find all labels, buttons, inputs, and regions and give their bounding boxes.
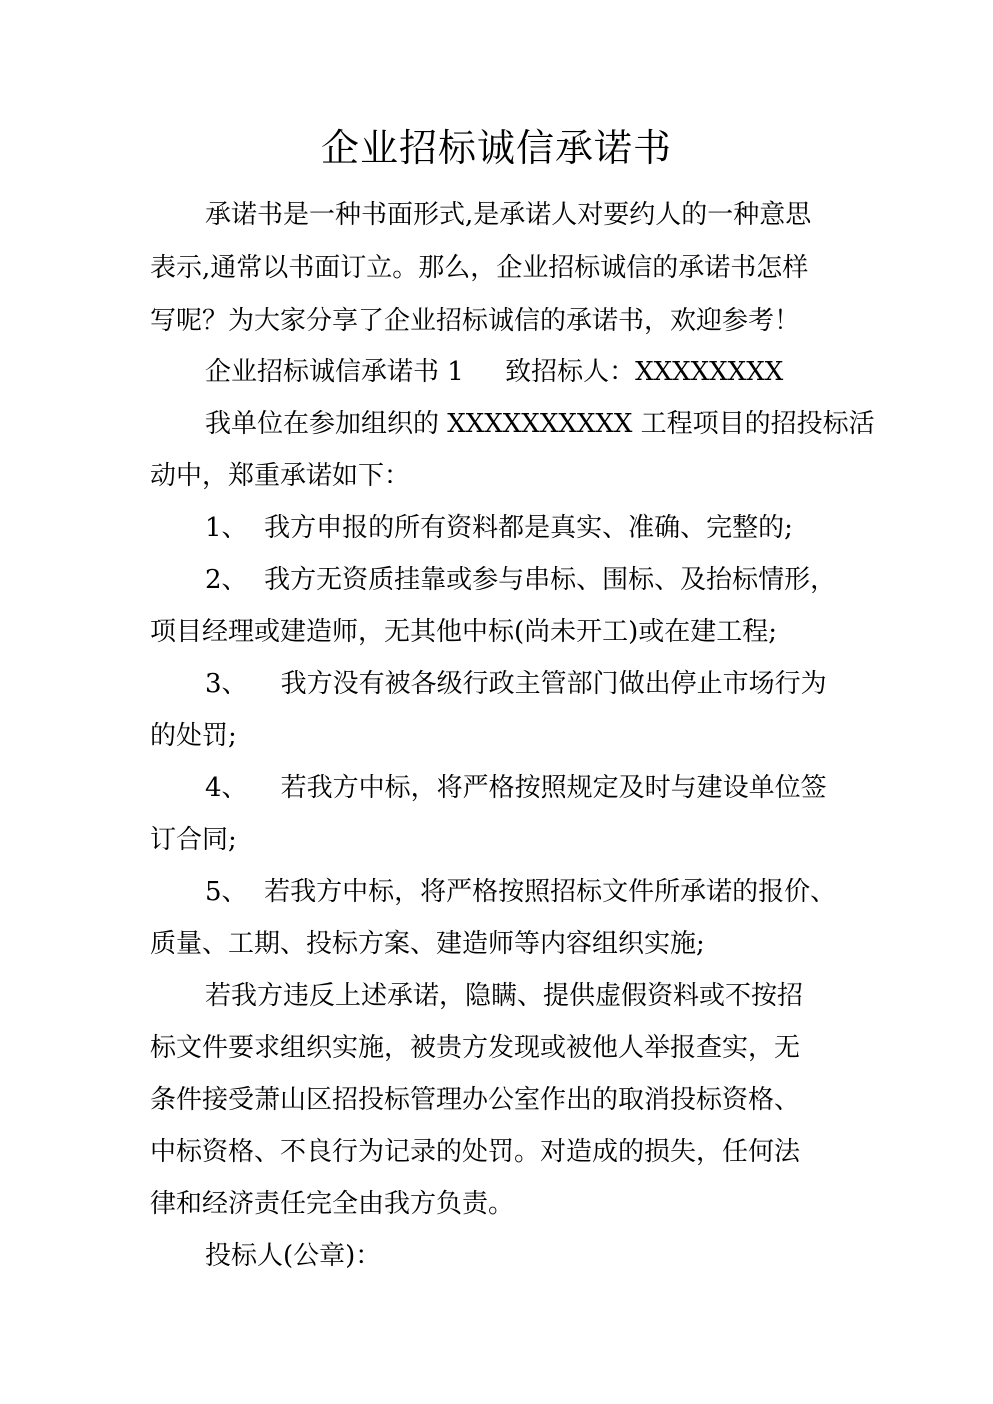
intro-line-2: 表示,通常以书面订立。那么，企业招标诚信的承诺书怎样 bbox=[150, 253, 809, 283]
item-4-line-2: 订合同; bbox=[150, 825, 237, 855]
item-3-line-1: 3、 我方没有被各级行政主管部门做出停止市场行为 bbox=[205, 669, 827, 699]
item-3-line-2: 的处罚; bbox=[150, 721, 237, 751]
body-para-2-line-3: 条件接受萧山区招投标管理办公室作出的取消投标资格、 bbox=[150, 1085, 801, 1115]
item-1-line-1: 1、 我方申报的所有资料都是真实、准确、完整的; bbox=[205, 513, 793, 543]
item-2-line-2: 项目经理或建造师，无其他中标(尚未开工)或在建工程; bbox=[150, 617, 778, 647]
item-5-line-1: 5、 若我方中标，将严格按照招标文件所承诺的报价、 bbox=[205, 877, 837, 907]
item-4-line-1: 4、 若我方中标，将严格按照规定及时与建设单位签 bbox=[205, 773, 827, 803]
intro-line-3: 写呢？为大家分享了企业招标诚信的承诺书，欢迎参考！ bbox=[150, 306, 801, 336]
letter-heading-line: 企业招标诚信承诺书 1 致招标人：XXXXXXXX bbox=[205, 357, 784, 387]
intro-line-1: 承诺书是一种书面形式,是承诺人对要约人的一种意思 bbox=[205, 200, 812, 230]
item-2-line-1: 2、 我方无资质挂靠或参与串标、围标、及抬标情形， bbox=[205, 565, 837, 595]
item-5-line-2: 质量、工期、投标方案、建造师等内容组织实施; bbox=[150, 929, 705, 959]
document-title: 企业招标诚信承诺书 bbox=[320, 126, 672, 170]
body-para-2-line-5: 律和经济责任完全由我方负责。 bbox=[150, 1189, 515, 1219]
body-para-1-line-2: 动中，郑重承诺如下： bbox=[150, 461, 411, 491]
signature-line: 投标人(公章)： bbox=[205, 1241, 382, 1271]
body-para-1-line-1: 我单位在参加组织的 XXXXXXXXXX 工程项目的招投标活 bbox=[205, 409, 875, 439]
body-para-2-line-2: 标文件要求组织实施，被贵方发现或被他人举报查实，无 bbox=[150, 1033, 801, 1063]
body-para-2-line-4: 中标资格、不良行为记录的处罚。对造成的损失，任何法 bbox=[150, 1137, 801, 1167]
body-para-2-line-1: 若我方违反上述承诺，隐瞒、提供虚假资料或不按招 bbox=[205, 981, 804, 1011]
